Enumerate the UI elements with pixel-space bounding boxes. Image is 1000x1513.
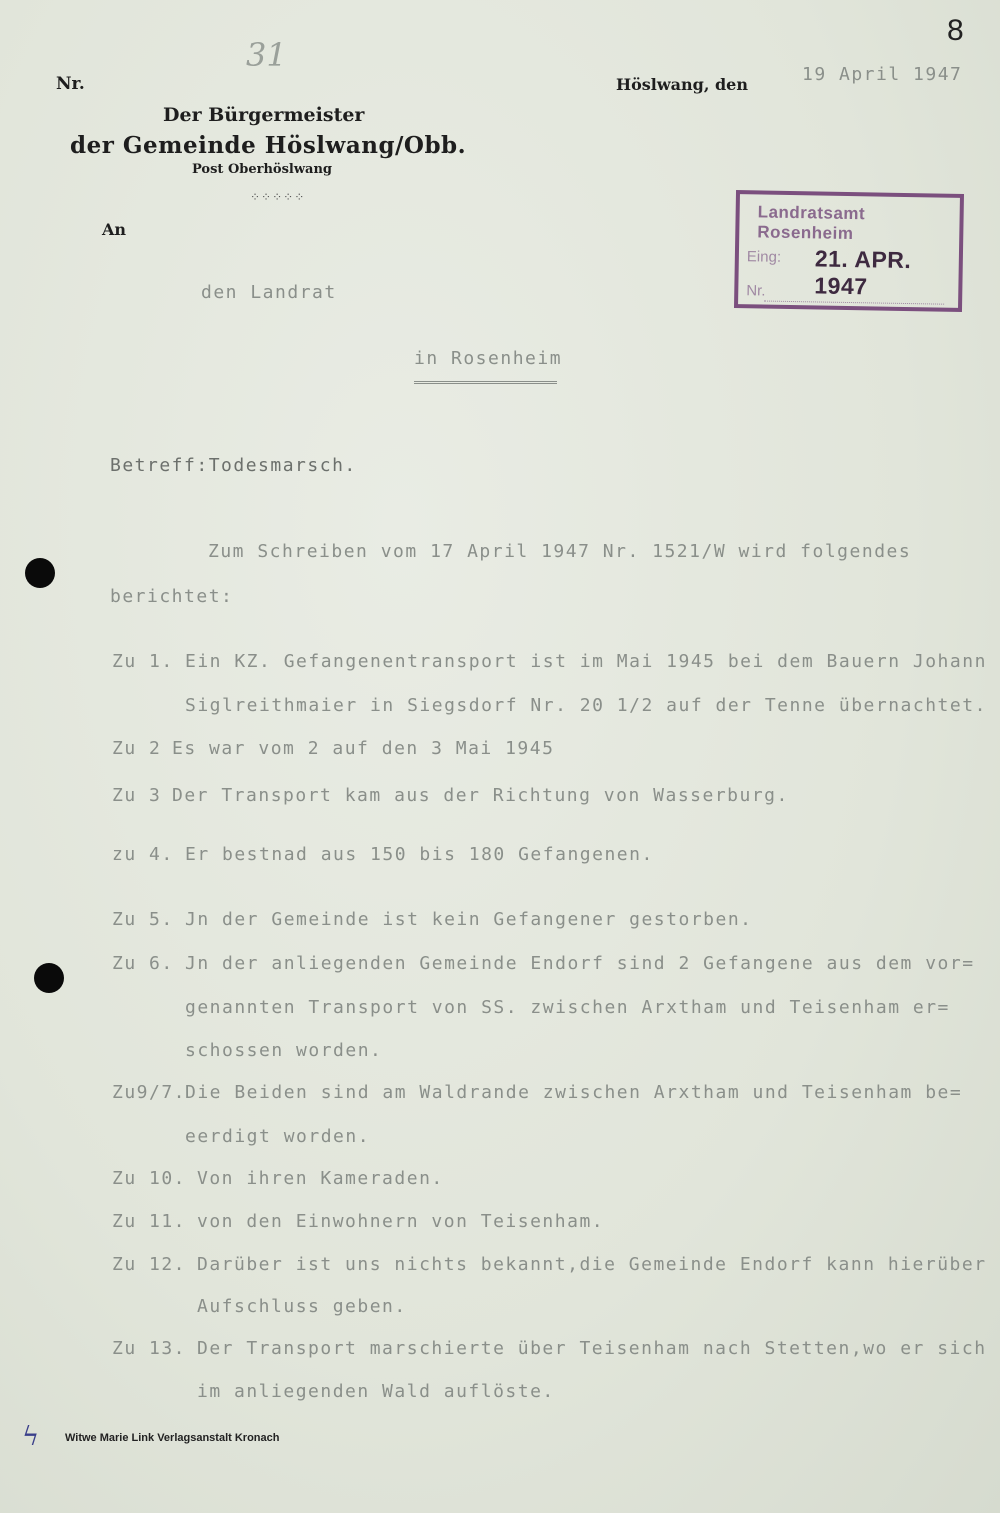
item-text: Jn der Gemeinde ist kein Gefangener gestorben. — [185, 909, 753, 930]
stamp-eing-label: Eing: — [746, 248, 782, 266]
item-text: genannten Transport von SS. zwischen Arxtham und Teisenham er= — [185, 997, 950, 1018]
item-label: Zu 5. — [112, 909, 174, 930]
nr-label: Nr. — [56, 74, 85, 94]
stamp-title: Landratsamt Rosenheim — [757, 202, 866, 244]
punch-hole-bottom — [34, 963, 64, 993]
recipient-city: in Rosenheim — [414, 348, 563, 369]
page-number: 8 — [947, 14, 964, 47]
recipient-name: den Landrat — [201, 282, 337, 303]
handwritten-number: 31 — [246, 36, 287, 74]
item-text: Von ihren Kameraden. — [197, 1168, 444, 1189]
item-text: Darüber ist uns nichts bekannt,die Gemeinde Endorf kann hierüber — [197, 1254, 987, 1275]
place-label: Höslwang, den — [616, 75, 748, 94]
item-text: eerdigt worden. — [185, 1126, 371, 1147]
item-text: Er bestnad aus 150 bis 180 Gefangenen. — [185, 844, 654, 865]
item-text: Die Beiden sind am Waldrande zwischen Arxtham und Teisenham be= — [185, 1082, 963, 1103]
intro-line-1: Zum Schreiben vom 17 April 1947 Nr. 1521/W wird folgendes — [208, 541, 912, 562]
letterhead-title: Der Bürgermeister — [163, 104, 365, 126]
item-text: Jn der anliegenden Gemeinde Endorf sind 2 Gefangene aus dem vor= — [185, 953, 975, 974]
ornament-icon: ⁘⁘⁘⁘⁘ — [250, 190, 306, 204]
item-label: Zu 10. — [112, 1168, 187, 1189]
subject-line: Betreff:Todesmarsch. — [110, 455, 357, 476]
item-text: im anliegenden Wald auflöste. — [197, 1381, 555, 1402]
letter-date: 19 April 1947 — [802, 64, 963, 85]
item-text: von den Einwohnern von Teisenham. — [197, 1211, 605, 1232]
item-text: Ein KZ. Gefangenentransport ist im Mai 1945 bei dem Bauern Johann — [185, 651, 987, 672]
item-label: Zu 13. — [112, 1338, 187, 1359]
item-label: Zu 2 — [112, 738, 162, 759]
item-label: Zu 11. — [112, 1211, 187, 1232]
item-label: Zu 1. — [112, 651, 174, 672]
item-text: Der Transport kam aus der Richtung von Wasserburg. — [172, 785, 789, 806]
item-text: Aufschluss geben. — [197, 1296, 407, 1317]
intro-line-2: berichtet: — [110, 586, 234, 607]
item-label: Zu 3 — [112, 785, 162, 806]
stamp-nr-label: Nr. — [746, 282, 766, 300]
item-label: Zu9/7. — [112, 1082, 187, 1103]
stamp-date: 21. APR. 1947 — [814, 245, 912, 300]
item-label: Zu 12. — [112, 1254, 187, 1275]
recipient-underline — [414, 381, 557, 384]
item-text: Es war vom 2 auf den 3 Mai 1945 — [172, 738, 555, 759]
margin-mark-icon: ϟ — [22, 1422, 40, 1452]
letterhead-post: Post Oberhöslwang — [192, 162, 333, 177]
letterhead-municipality: der Gemeinde Höslwang/Obb. — [70, 132, 467, 159]
punch-hole-top — [25, 558, 55, 588]
item-label: Zu 6. — [112, 953, 174, 974]
printer-imprint: Witwe Marie Link Verlagsanstalt Kronach — [65, 1432, 280, 1444]
item-label: zu 4. — [112, 844, 174, 865]
item-text: Siglreithmaier in Siegsdorf Nr. 20 1/2 auf der Tenne übernachtet. — [185, 695, 987, 716]
received-stamp — [734, 190, 964, 312]
item-text: schossen worden. — [185, 1040, 383, 1061]
item-text: Der Transport marschierte über Teisenham nach Stetten,wo er sich — [197, 1338, 987, 1359]
an-label: An — [102, 220, 127, 239]
